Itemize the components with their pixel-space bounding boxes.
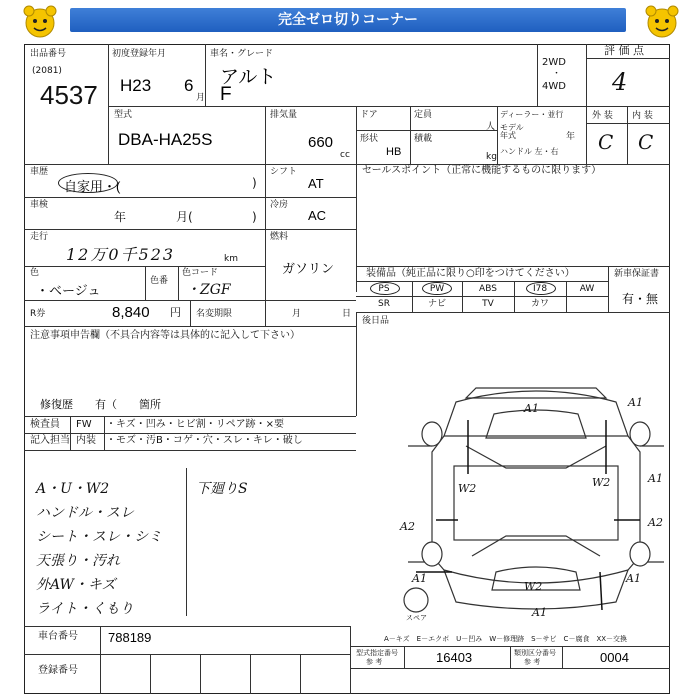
mileage-label: 走行: [30, 232, 49, 242]
dealer-label: ディーラー・並行: [500, 110, 564, 119]
equip-pw-circle: [422, 282, 452, 295]
after-install-label: 後日品: [362, 316, 390, 326]
ext-label: 外 装: [592, 111, 613, 121]
mark-a1-top: A1: [524, 402, 539, 415]
equip-ps: PS: [378, 284, 390, 294]
first-reg-label: 初度登録年月: [112, 49, 167, 59]
equip-tv: TV: [482, 299, 494, 309]
note-line-6: ライト・くもり: [36, 601, 134, 617]
mark-a1-right: A1: [648, 472, 663, 485]
car-label: 車名・グレード: [210, 49, 274, 59]
mark-a2-left: A2: [400, 520, 415, 533]
ac-label: 冷房: [270, 200, 289, 210]
color-value: ・ベージュ: [36, 283, 101, 298]
score-value: 4: [612, 68, 628, 96]
history-label: 車歴: [30, 167, 49, 177]
displacement-value: 660: [308, 134, 334, 151]
note-line-1: A・U・W2: [36, 481, 110, 497]
handle-label: ハンドル 左・右: [500, 147, 559, 156]
fuel-label: 燃料: [270, 232, 289, 242]
equip-pw: PW: [429, 284, 445, 294]
damage-legend: A－キズ E－エクボ U－凹み W－修理跡 S－サビ C－腐食 XX－交換: [384, 635, 628, 643]
mark-a2-right: A2: [648, 516, 663, 529]
car-grade: F: [220, 84, 232, 105]
model-year-unit: 年: [566, 132, 576, 142]
load-unit: kg: [486, 152, 497, 162]
ref-label-1: 参 考: [366, 658, 383, 666]
inspector-label: 検査員: [30, 419, 60, 430]
reg-no-label: 登録番号: [38, 665, 78, 676]
warranty-label: 新車保証書: [614, 269, 660, 279]
capacity-label: 定員: [414, 110, 433, 120]
shape-value: HB: [386, 146, 402, 158]
note-line-5: 外AW・キズ: [36, 577, 116, 593]
score-label: 評 価 点: [604, 44, 644, 57]
recycle-unit: 円: [170, 306, 181, 319]
mark-w2-right: W2: [592, 476, 611, 489]
equip-i78-circle: [526, 282, 556, 295]
lot-number: 4537: [40, 80, 98, 110]
first-reg-month-unit: 月: [196, 93, 206, 103]
fw-items: ・キズ・凹み・ヒビ割・リペア跡・×要: [106, 419, 284, 430]
note-line-4: 天張り・汚れ: [36, 553, 120, 569]
repair-history: 修復歴 有（ 箇所: [40, 399, 161, 411]
mark-a1-topright: A1: [628, 396, 643, 409]
model-year-label: モデル年式: [500, 123, 524, 140]
shape-label: 形状: [360, 134, 379, 144]
mark-a1-rightlow: A1: [626, 572, 641, 585]
mark-w2-left: W2: [458, 482, 477, 495]
displacement-label: 排気量: [270, 110, 298, 120]
under-note: 下廻りS: [196, 481, 248, 497]
car-damage-diagram: [396, 376, 676, 622]
equip-navi: ナビ: [427, 299, 446, 309]
inspection-year: 年: [114, 210, 127, 224]
note-line-3: シート・スレ・シミ: [36, 529, 162, 545]
displacement-unit: cc: [340, 150, 350, 160]
equip-aw: AW: [579, 284, 595, 294]
mileage-unit: km: [224, 254, 238, 264]
notes-label: 注意事項申告欄（不具合内容等は具体的に記入して下さい）: [30, 330, 300, 341]
drive-dot: ・: [552, 69, 562, 79]
load-label: 積載: [414, 134, 433, 144]
expiry-month: 月: [292, 309, 302, 319]
drive-2wd: 2WD: [542, 57, 566, 68]
sales-points-label: セールスポイント（正常に機能するものに限ります）: [362, 165, 602, 176]
mark-w2-bottom: W2: [524, 580, 543, 593]
equip-abs: ABS: [479, 284, 497, 294]
shift-label: シフト: [270, 167, 298, 177]
recycle-value: 8,840: [112, 304, 150, 321]
class-label: 類別区分番号: [514, 649, 556, 657]
recycle-label: R券: [30, 309, 46, 319]
model-value: DBA-HA25S: [118, 130, 213, 149]
history-close: ): [252, 176, 257, 190]
expiry-label: 名変期限: [196, 309, 233, 319]
first-reg-year: H23: [120, 76, 152, 95]
warranty-value: 有・無: [622, 292, 659, 306]
capacity-unit: 人: [486, 122, 496, 132]
mileage-value: 12万0千523: [66, 245, 176, 264]
inspection-label: 車検: [30, 200, 49, 210]
ext-value: C: [598, 130, 614, 154]
drive-4wd: 4WD: [542, 81, 566, 92]
chassis-label: 車台番号: [38, 631, 78, 642]
inspection-close: ): [252, 210, 257, 224]
class-value: 0004: [600, 650, 629, 665]
first-reg-month: 6: [184, 76, 194, 95]
inspection-month: 月(: [176, 210, 193, 224]
car-name: アルト: [220, 67, 277, 88]
ref-label-2: 参 考: [524, 658, 541, 666]
in-items: ・モズ・汚B・コゲ・穴・スレ・キレ・破し: [106, 435, 303, 446]
door-label: ドア: [360, 110, 378, 120]
type-designation-label: 型式指定番号: [356, 649, 398, 657]
mascot-right-icon: [642, 2, 682, 42]
color-code-label: 色コード: [182, 268, 219, 278]
equip-sr: SR: [378, 299, 390, 309]
lot-sub: (2081): [32, 66, 62, 76]
model-label: 型式: [114, 110, 133, 120]
equip-kawa: カワ: [530, 299, 549, 309]
color-label: 色: [30, 268, 40, 278]
fuel-value: ガソリン: [282, 261, 335, 276]
note-line-2: ハンドル・スレ: [36, 505, 134, 521]
history-circle: [58, 173, 121, 194]
mascot-left-icon: [20, 2, 60, 42]
shift-value: AT: [308, 176, 324, 191]
entry-label: 記入担当: [30, 435, 70, 446]
type-designation-value: 16403: [436, 650, 473, 665]
equipment-label: 装備品（純正品に限り○印をつけてください）: [366, 268, 575, 279]
int-value: C: [638, 130, 654, 154]
in-label: 内装: [76, 435, 96, 446]
mark-a1-left: A1: [412, 572, 427, 585]
int-label: 内 装: [632, 111, 653, 121]
expiry-day: 日: [342, 309, 352, 319]
equip-i78: I78: [532, 284, 548, 294]
equip-ps-circle: [370, 282, 400, 295]
chassis-value: 788189: [108, 630, 152, 645]
mark-a1-bottom: A1: [532, 606, 547, 619]
ac-value: AC: [308, 208, 327, 223]
color-no-label: 色番: [150, 276, 169, 286]
lot-label: 出品番号: [30, 49, 67, 59]
fw-label: FW: [76, 419, 92, 430]
color-code: ・ZGF: [186, 282, 231, 298]
page-title: 完全ゼロ切りコーナー: [70, 8, 626, 32]
history-value: 自家用・(: [64, 179, 121, 194]
spare-label: スペア: [406, 614, 427, 622]
